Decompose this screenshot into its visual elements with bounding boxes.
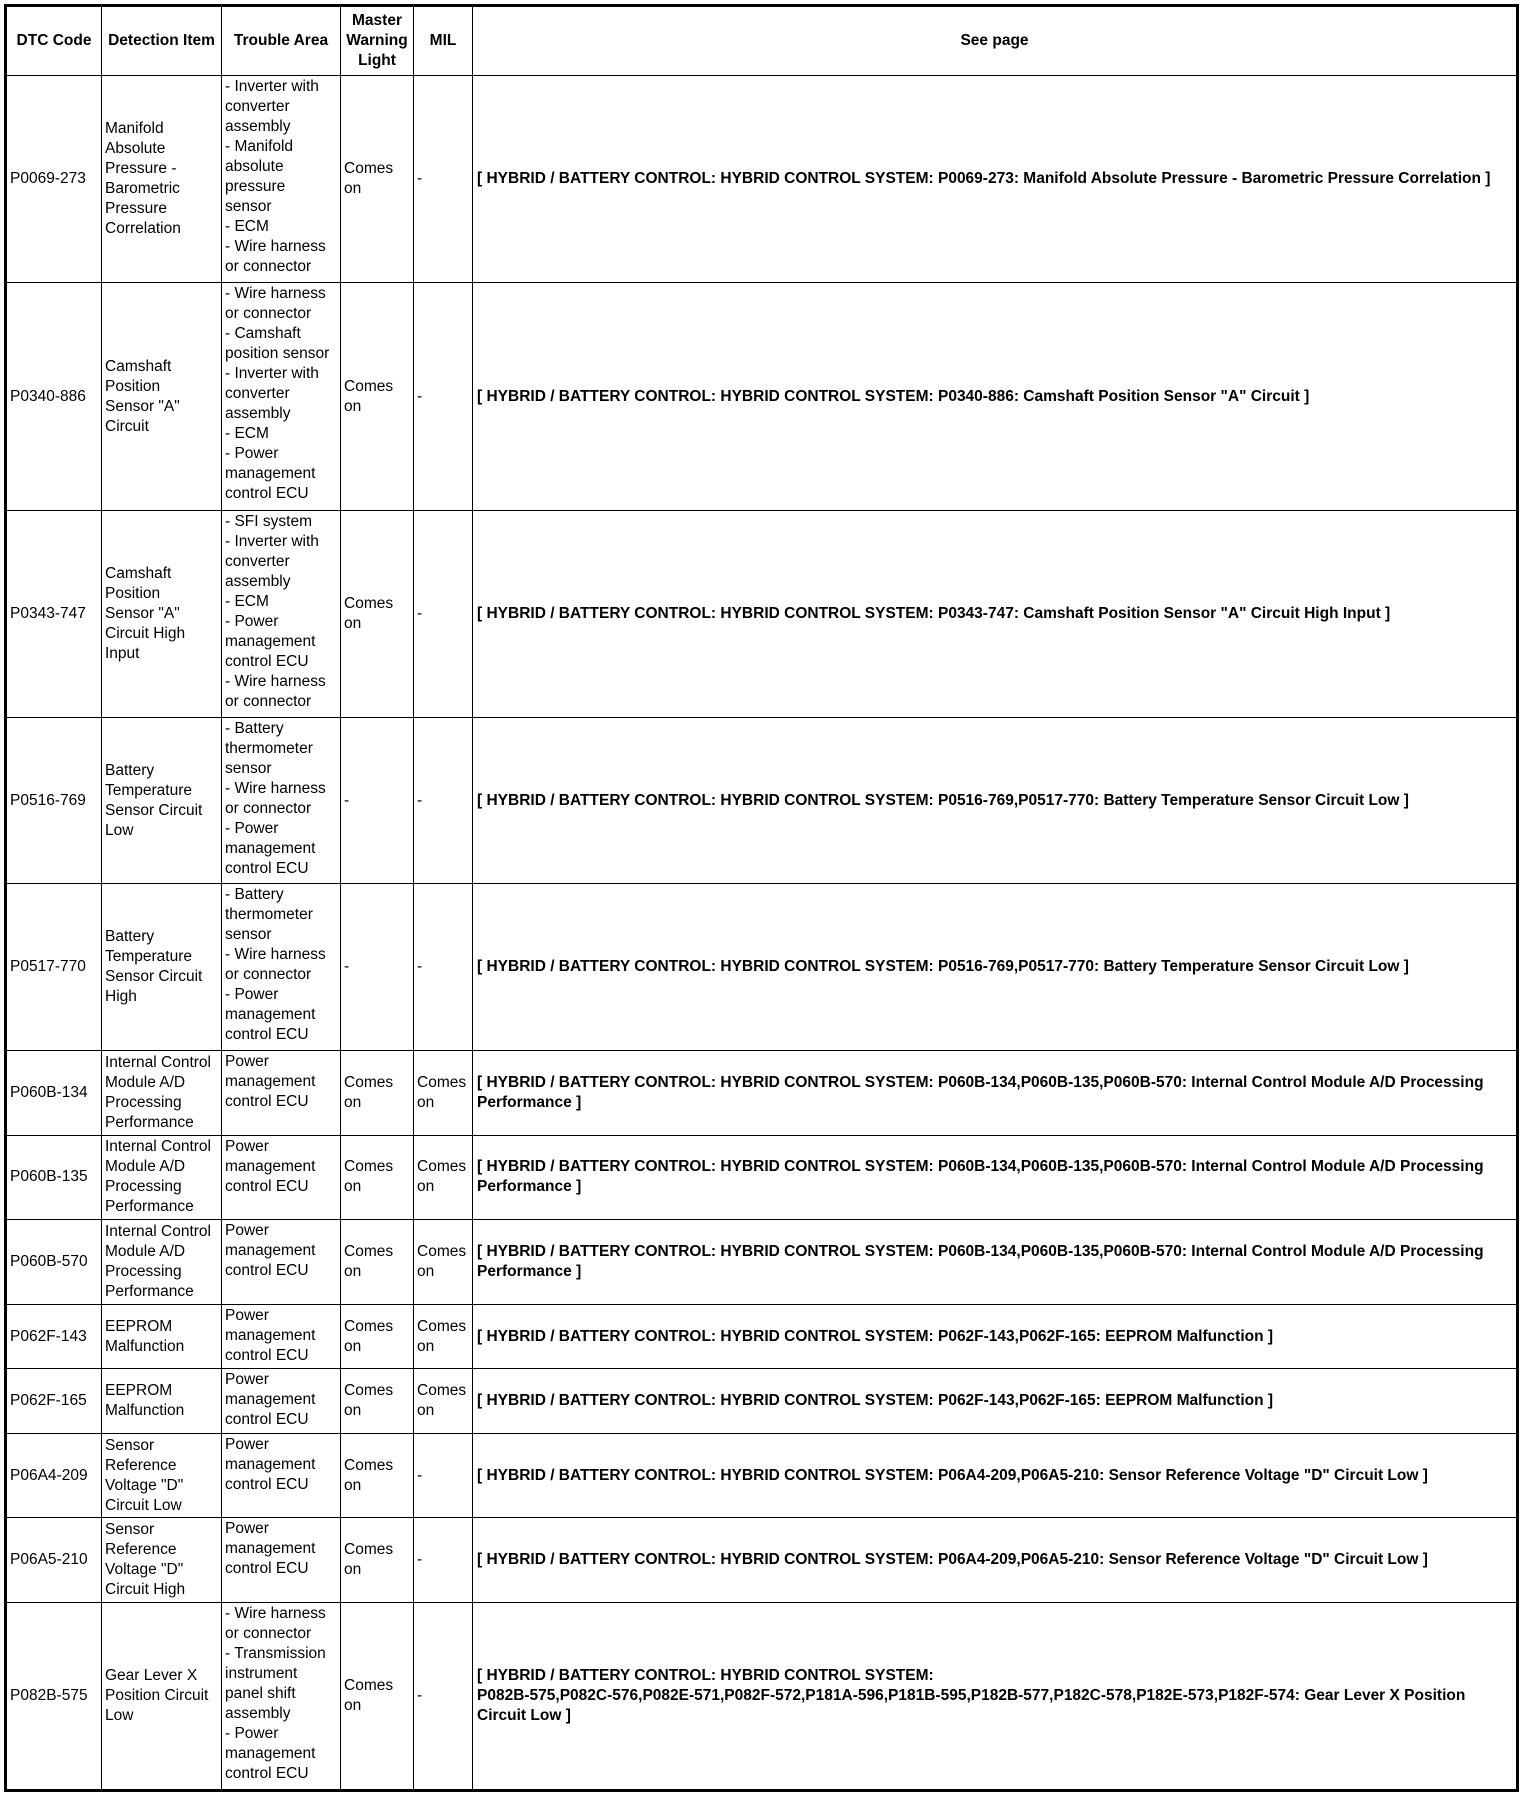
col-header-detection-item: Detection Item: [102, 6, 222, 76]
trouble-area-cell: - Battery thermometer sensor - Wire harness or connector - Power management control ECU: [222, 884, 341, 1050]
mil-cell: -: [414, 510, 473, 717]
dtc-code-cell: P0069-273: [6, 76, 102, 283]
dtc-code-cell: P062F-165: [6, 1369, 102, 1433]
detection-item-cell: Battery Temperature Sensor Circuit Low: [102, 718, 222, 884]
see-page-link[interactable]: [ HYBRID / BATTERY CONTROL: HYBRID CONTROL SYSTEM: P0516-769,P0517-770: Battery Temperature Sensor Circuit Low ]: [473, 718, 1518, 884]
detection-item-cell: Internal Control Module A/D Processing Performance: [102, 1050, 222, 1135]
mil-cell: -: [414, 283, 473, 511]
trouble-area-cell: Power management control ECU: [222, 1050, 341, 1135]
mil-cell: -: [414, 76, 473, 283]
detection-item-cell: Gear Lever X Position Circuit Low: [102, 1603, 222, 1791]
table-row: [6, 1518, 1518, 1603]
master-warning-light-cell: Comes on: [341, 510, 414, 717]
trouble-area-cell: - Inverter with converter assembly - Manifold absolute pressure sensor - ECM - Wire harness or connector: [222, 76, 341, 283]
see-page-link[interactable]: [ HYBRID / BATTERY CONTROL: HYBRID CONTROL SYSTEM: P060B-134,P060B-135,P060B-570: Internal Control Module A/D Processing Performance ]: [473, 1050, 1518, 1135]
see-page-link[interactable]: [ HYBRID / BATTERY CONTROL: HYBRID CONTROL SYSTEM: P062F-143,P062F-165: EEPROM Malfunction ]: [473, 1305, 1518, 1369]
master-warning-light-cell: -: [341, 718, 414, 884]
table-row: [6, 1220, 1518, 1305]
mil-cell: -: [414, 1433, 473, 1518]
mil-cell: -: [414, 1518, 473, 1603]
table-row: [6, 1433, 1518, 1518]
dtc-code-cell: P0343-747: [6, 510, 102, 717]
trouble-area-cell: - Battery thermometer sensor - Wire harness or connector - Power management control ECU: [222, 718, 341, 884]
master-warning-light-cell: Comes on: [341, 1135, 414, 1220]
trouble-area-cell: - SFI system - Inverter with converter assembly - ECM - Power management control ECU - Wire harness or connector: [222, 510, 341, 717]
master-warning-light-cell: Comes on: [341, 1369, 414, 1433]
dtc-code-cell: P0340-886: [6, 283, 102, 511]
dtc-code-cell: P0517-770: [6, 884, 102, 1050]
see-page-link[interactable]: [ HYBRID / BATTERY CONTROL: HYBRID CONTROL SYSTEM: P0343-747: Camshaft Position Sensor "A" Circuit High Input ]: [473, 510, 1518, 717]
table-row: [6, 510, 1518, 717]
table-row: [6, 718, 1518, 884]
trouble-area-cell: Power management control ECU: [222, 1369, 341, 1433]
master-warning-light-cell: Comes on: [341, 283, 414, 511]
mil-cell: -: [414, 884, 473, 1050]
see-page-link[interactable]: [ HYBRID / BATTERY CONTROL: HYBRID CONTROL SYSTEM: P060B-134,P060B-135,P060B-570: Internal Control Module A/D Processing Performance ]: [473, 1135, 1518, 1220]
master-warning-light-cell: Comes on: [341, 1603, 414, 1791]
mil-cell: Comes on: [414, 1135, 473, 1220]
detection-item-cell: Manifold Absolute Pressure - Barometric Pressure Correlation: [102, 76, 222, 283]
col-header-mil: MIL: [414, 6, 473, 76]
table-body: [6, 76, 1518, 1791]
master-warning-light-cell: Comes on: [341, 1433, 414, 1518]
detection-item-cell: EEPROM Malfunction: [102, 1305, 222, 1369]
see-page-link[interactable]: [ HYBRID / BATTERY CONTROL: HYBRID CONTROL SYSTEM: P06A4-209,P06A5-210: Sensor Reference Voltage "D" Circuit Low ]: [473, 1518, 1518, 1603]
table-row: [6, 1305, 1518, 1369]
dtc-code-cell: P062F-143: [6, 1305, 102, 1369]
dtc-code-cell: P060B-135: [6, 1135, 102, 1220]
detection-item-cell: Sensor Reference Voltage "D" Circuit Low: [102, 1433, 222, 1518]
detection-item-cell: Internal Control Module A/D Processing Performance: [102, 1220, 222, 1305]
dtc-code-cell: P0516-769: [6, 718, 102, 884]
trouble-area-cell: Power management control ECU: [222, 1305, 341, 1369]
dtc-code-cell: P060B-134: [6, 1050, 102, 1135]
table-row: [6, 1135, 1518, 1220]
trouble-area-cell: Power management control ECU: [222, 1518, 341, 1603]
table-row: [6, 76, 1518, 283]
master-warning-light-cell: Comes on: [341, 1305, 414, 1369]
mil-cell: Comes on: [414, 1369, 473, 1433]
master-warning-light-cell: Comes on: [341, 1518, 414, 1603]
master-warning-light-cell: -: [341, 884, 414, 1050]
see-page-link[interactable]: [ HYBRID / BATTERY CONTROL: HYBRID CONTROL SYSTEM: P062F-143,P062F-165: EEPROM Malfunction ]: [473, 1369, 1518, 1433]
dtc-code-cell: P06A5-210: [6, 1518, 102, 1603]
detection-item-cell: Camshaft Position Sensor "A" Circuit High Input: [102, 510, 222, 717]
master-warning-light-cell: Comes on: [341, 76, 414, 283]
mil-cell: Comes on: [414, 1220, 473, 1305]
col-header-trouble-area: Trouble Area: [222, 6, 341, 76]
table-row: [6, 1050, 1518, 1135]
master-warning-light-cell: Comes on: [341, 1050, 414, 1135]
see-page-link[interactable]: [ HYBRID / BATTERY CONTROL: HYBRID CONTROL SYSTEM: P06A4-209,P06A5-210: Sensor Reference Voltage "D" Circuit Low ]: [473, 1433, 1518, 1518]
dtc-code-cell: P082B-575: [6, 1603, 102, 1791]
mil-cell: -: [414, 1603, 473, 1791]
dtc-code-cell: P060B-570: [6, 1220, 102, 1305]
trouble-area-cell: Power management control ECU: [222, 1433, 341, 1518]
detection-item-cell: Internal Control Module A/D Processing Performance: [102, 1135, 222, 1220]
detection-item-cell: Camshaft Position Sensor "A" Circuit: [102, 283, 222, 511]
see-page-link[interactable]: [ HYBRID / BATTERY CONTROL: HYBRID CONTROL SYSTEM: P0340-886: Camshaft Position Sensor "A" Circuit ]: [473, 283, 1518, 511]
detection-item-cell: EEPROM Malfunction: [102, 1369, 222, 1433]
master-warning-light-cell: Comes on: [341, 1220, 414, 1305]
dtc-code-cell: P06A4-209: [6, 1433, 102, 1518]
see-page-link[interactable]: [ HYBRID / BATTERY CONTROL: HYBRID CONTROL SYSTEM: P082B-575,P082C-576,P082E-571,P082F-572,P181A-596,P181B-595,P182B-577,P182C-578,P182E-573,P182F-574: Gear Lever X Position Circuit Low ]: [473, 1603, 1518, 1791]
col-header-dtc-code: DTC Code: [6, 6, 102, 76]
table-row: [6, 884, 1518, 1050]
table-row: [6, 283, 1518, 511]
trouble-area-cell: Power management control ECU: [222, 1220, 341, 1305]
dtc-table: [4, 4, 1519, 1792]
mil-cell: Comes on: [414, 1050, 473, 1135]
col-header-master-warning-light: Master Warning Light: [341, 6, 414, 76]
detection-item-cell: Sensor Reference Voltage "D" Circuit High: [102, 1518, 222, 1603]
header-row: [6, 6, 1518, 76]
see-page-link[interactable]: [ HYBRID / BATTERY CONTROL: HYBRID CONTROL SYSTEM: P0069-273: Manifold Absolute Pressure - Barometric Pressure Correlation ]: [473, 76, 1518, 283]
mil-cell: Comes on: [414, 1305, 473, 1369]
detection-item-cell: Battery Temperature Sensor Circuit High: [102, 884, 222, 1050]
trouble-area-cell: - Wire harness or connector - Transmission instrument panel shift assembly - Power management control ECU: [222, 1603, 341, 1791]
col-header-see-page: See page: [473, 6, 1518, 76]
table-row: [6, 1369, 1518, 1433]
see-page-link[interactable]: [ HYBRID / BATTERY CONTROL: HYBRID CONTROL SYSTEM: P060B-134,P060B-135,P060B-570: Internal Control Module A/D Processing Performance ]: [473, 1220, 1518, 1305]
mil-cell: -: [414, 718, 473, 884]
see-page-link[interactable]: [ HYBRID / BATTERY CONTROL: HYBRID CONTROL SYSTEM: P0516-769,P0517-770: Battery Temperature Sensor Circuit Low ]: [473, 884, 1518, 1050]
trouble-area-cell: Power management control ECU: [222, 1135, 341, 1220]
table-row: [6, 1603, 1518, 1791]
trouble-area-cell: - Wire harness or connector - Camshaft position sensor - Inverter with converter assembly - ECM - Power management control ECU: [222, 283, 341, 511]
